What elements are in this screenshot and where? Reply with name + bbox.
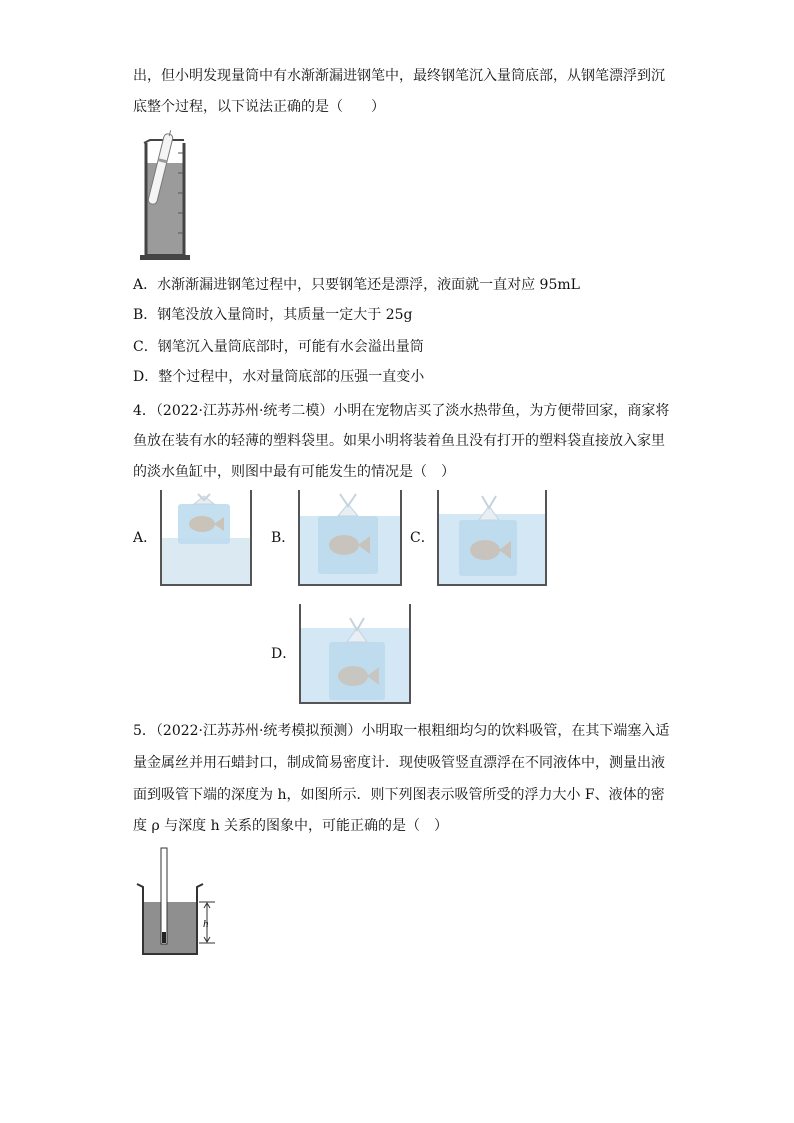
q4-text-line-3: 的淡水鱼缸中，则图中最有可能发生的情况是（ ） <box>133 464 455 480</box>
q4-label-a: A． <box>133 530 158 546</box>
depth-h-label: h <box>203 918 209 930</box>
q4-label-c: C． <box>410 530 435 546</box>
q3-option-d: D．整个过程中，水对量筒底部的压强一直变小 <box>133 369 425 385</box>
tank-d-figure <box>299 604 411 704</box>
q3-option-b: B．钢笔没放入量筒时，其质量一定大于 25g <box>133 307 413 323</box>
q5-text-line-4: 度 ρ 与深度 h 关系的图象中，可能正确的是（ ） <box>133 818 449 834</box>
q3-text-line-1: 出，但小明发现量筒中有水渐渐漏进钢笔中，最终钢笔沉入量筒底部，从钢笔漂浮到沉 <box>133 68 665 84</box>
q3-option-a: A．水渐渐漏进钢笔过程中，只要钢笔还是漂浮，液面就一直对应 95mL <box>133 277 580 293</box>
beaker-straw-figure <box>137 846 219 958</box>
q4-label-d: D． <box>271 646 297 662</box>
q5-text-line-1: 5．（2022·江苏苏州·统考模拟预测）小明取一根粗细均匀的饮料吸管，在其下端塞入适 <box>133 723 670 739</box>
tank-b-figure <box>298 490 402 586</box>
q5-text-line-2: 量金属丝并用石蜡封口，制成简易密度计．现使吸管竖直漂浮在不同液体中，测量出液 <box>133 755 665 771</box>
cylinder-pen-figure <box>140 133 190 261</box>
q4-text-line-2: 鱼放在装有水的轻薄的塑料袋里。如果小明将装着鱼且没有打开的塑料袋直接放入家里 <box>133 433 665 449</box>
q3-text-line-2: 底整个过程，以下说法正确的是（ ） <box>133 99 385 115</box>
tank-a-figure <box>160 490 252 586</box>
q3-option-c: C．钢笔沉入量筒底部时，可能有水会溢出量筒 <box>133 339 424 355</box>
q4-label-b: B． <box>271 530 296 546</box>
tank-c-figure <box>437 490 547 586</box>
q4-text-line-1: 4．（2022·江苏苏州·统考二模）小明在宠物店买了淡水热带鱼，为方便带回家，商家将 <box>133 403 670 419</box>
q5-text-line-3: 面到吸管下端的深度为 h，如图所示．则下列图表示吸管所受的浮力大小 F、液体的密 <box>133 787 665 803</box>
